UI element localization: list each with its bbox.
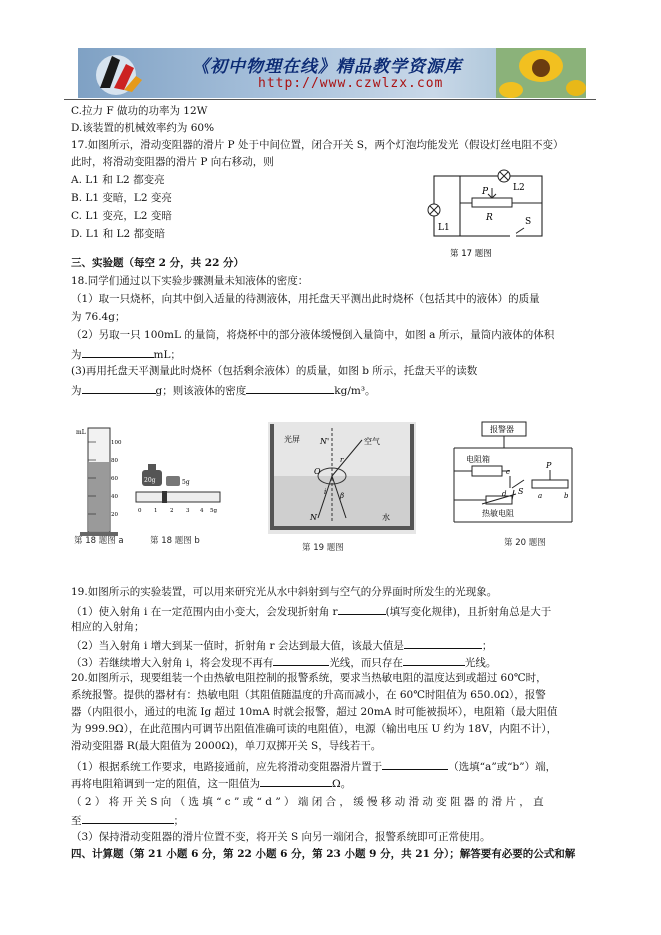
fig18b-scale-1: 1: [154, 508, 158, 514]
fig18a-tick-40: 40: [111, 494, 118, 500]
fig18b-scale-0: 0: [138, 508, 142, 514]
fig20-label-s: S: [518, 487, 524, 496]
question-19: 19.如图所示的实验装置，可以用来研究光从水中斜射到与空气的分界面时所发生的光现象。: [71, 586, 498, 598]
answer-blank-refraction-trend[interactable]: [338, 603, 386, 615]
fig17-caption: 第 17 题图: [450, 249, 492, 259]
answer-blank-condition[interactable]: [82, 812, 174, 824]
fig20-label-resistor-box: 电阻箱: [466, 455, 490, 464]
q20-part2: （ 2 ） 将 开 关 S 向 （ 选 填 “ c ” 或 “ d ” ） 端 闭 合 ， 缓 慢 移 动 滑 动 变 阻 器 的 滑 片 ， 直: [71, 796, 544, 808]
fig19-label-n-prime: N': [320, 437, 330, 446]
answer-blank-max-angle[interactable]: [404, 637, 482, 649]
fig20-label-thermistor: 热敏电阻: [482, 509, 514, 518]
q20-part1: （1）根据系统工作要求，电路接通前，应先将滑动变阻器滑片置于 （选填“a”或“b”）端，: [71, 758, 556, 774]
question-17-cont: 此时，将滑动变阻器的滑片 P 向右移动，则: [71, 156, 274, 168]
fig18b-scale-4: 4: [200, 508, 204, 514]
figure-20-alarm-circuit: [446, 418, 580, 532]
fig19-label-i: i: [324, 488, 327, 496]
q17-option-b: B. L1 变暗，L2 变亮: [71, 192, 172, 204]
q19-part1: （1）使入射角 i 在一定范围内由小变大，会发现折射角 r (填写变化规律)，且折射角总是大于: [71, 603, 551, 619]
fig20-label-alarm: 报警器: [490, 425, 514, 434]
q20-part3: （3）保持滑动变阻器的滑片位置不变，将开关 S 向另一端闭合，报警系统即可正常使用。: [71, 831, 491, 843]
answer-blank-density[interactable]: [246, 382, 334, 394]
q18-part3-cont: 为 g；则该液体的密度 kg/m³。: [71, 382, 376, 398]
fig20-label-c: c: [506, 468, 510, 476]
answer-blank-volume[interactable]: [82, 346, 154, 358]
fig20-label-p: P: [546, 461, 552, 470]
question-17: 17.如图所示，滑动变阻器的滑片 P 处于中间位置，闭合开关 S，两个灯泡均能发光（假设灯丝电阻不变）: [71, 139, 564, 151]
fig17-label-p: P: [482, 187, 489, 197]
fig20-label-a: a: [538, 492, 543, 500]
fig18b-scale-5g: 5g: [210, 508, 218, 514]
header-banner: [78, 48, 586, 98]
figure-19-refraction: [262, 422, 420, 540]
q18-part2-cont: 为 mL；: [71, 346, 181, 362]
answer-blank-missing-ray[interactable]: [273, 654, 329, 666]
answer-blank-mass[interactable]: [82, 382, 156, 394]
question-20: 20.如图所示，现要组装一个由热敏电阻控制的报警系统，要求当热敏电阻的温度达到或超过 60℃时，: [71, 672, 547, 684]
section-4-heading: 四、计算题（第 21 小题 6 分，第 22 小题 6 分，第 23 小题 9 分，共 21 分）；解答要有必要的公式和解: [71, 848, 576, 860]
q18-part3: (3)再用托盘天平测量此时烧杯（包括剩余液体）的质量，如图 b 所示，托盘天平的读数: [71, 365, 478, 377]
q17-option-a: A. L1 和 L2 都变亮: [71, 174, 165, 186]
question-20-line3: 器（内阻很小，通过的电流 Ig 超过 10mA 时就会报警，超过 20mA 时可能被损坏），电阻箱（最大阻值: [71, 706, 558, 718]
fig17-label-s: S: [525, 217, 532, 227]
fig18b-scale-3: 3: [186, 508, 190, 514]
fig19-label-n: N: [310, 513, 317, 522]
q18-part2: （2）另取一只 100mL 的量筒，将烧杯中的部分液体缓慢倒入量筒中，如图 a 所示，量筒内液体的体积: [71, 329, 555, 341]
option-d-q16: D.该装置的机械效率约为 60%: [71, 122, 215, 134]
fig19-label-beta: β: [340, 492, 345, 500]
fig18b-weight-20g: 20g: [144, 477, 156, 484]
q18-part1-cont: 为 76.4g；: [71, 311, 126, 323]
q19-part2: （2）当入射角 i 增大到某一值时，折射角 r 会达到最大值，该最大值是 ；: [71, 637, 492, 653]
logo-icon: [86, 48, 146, 98]
fig18b-weight-5g: 5g: [182, 479, 190, 486]
fig18a-caption: 第 18 题图 a: [74, 536, 124, 546]
fig20-label-d: d: [502, 490, 507, 498]
question-20-line2: 系统报警。提供的器材有：热敏电阻（其阻值随温度的升高而减小，在 60℃时阻值为 650.0Ω），报警: [71, 689, 546, 701]
fig18a-unit: mL: [76, 429, 86, 436]
section-3-heading: 三、实验题（每空 2 分，共 22 分）: [71, 257, 245, 269]
question-18: 18.同学们通过以下实验步骤测量未知液体的密度：: [71, 275, 309, 287]
figure-17-circuit: [420, 166, 550, 264]
q18-part1: （1）取一只烧杯，向其中倒入适量的待测液体，用托盘天平测出此时烧杯（包括其中的液体）的质量: [71, 293, 540, 305]
fig20-label-b: b: [564, 492, 569, 500]
sunflower-icon: [496, 48, 586, 98]
q20-part1-cont: 再将电阻箱调到一定的阻值，这一阻值为 Ω。: [71, 775, 351, 791]
fig17-label-l2: L2: [513, 183, 525, 193]
fig18a-tick-60: 60: [111, 476, 118, 482]
fig18a-tick-20: 20: [111, 512, 118, 518]
answer-blank-slider-end[interactable]: [382, 758, 448, 770]
q19-part3: （3）若继续增大入射角 i，将会发现不再有 光线，而只存在 光线。: [71, 654, 496, 670]
fig18b-caption: 第 18 题图 b: [150, 536, 200, 546]
fig17-label-l1: L1: [438, 223, 450, 233]
banner-title: 《初中物理在线》精品教学资源库: [192, 57, 462, 77]
fig18a-tick-80: 80: [111, 458, 118, 464]
fig19-label-screen: 光屏: [284, 435, 300, 444]
question-20-line4: 为 999.9Ω），在此范围内可调节出阻值准确可读的电阻值），电源（输出电压 U 约为 18V，内阻不计），: [71, 723, 558, 735]
fig19-label-r: r: [340, 456, 344, 464]
answer-blank-resistance[interactable]: [260, 775, 332, 787]
q17-option-d: D. L1 和 L2 都变暗: [71, 228, 166, 240]
header-rule: [64, 99, 596, 100]
fig18b-scale-2: 2: [170, 508, 174, 514]
figure-18b-weights: [132, 460, 224, 520]
q17-option-c: C. L1 变亮，L2 变暗: [71, 210, 172, 222]
banner-url[interactable]: http://www.czwlzx.com: [258, 76, 444, 91]
question-20-line5: 滑动变阻器 R(最大阻值为 2000Ω)，单刀双掷开关 S，导线若干。: [71, 740, 382, 752]
option-c-q16: C.拉力 F 做功的功率为 12W: [71, 105, 208, 117]
fig18a-tick-100: 100: [111, 440, 122, 446]
fig19-label-o: O: [314, 467, 321, 476]
q20-part2-cont: 至 ；: [71, 812, 184, 828]
q19-part1-cont: 相应的入射角；: [71, 621, 145, 633]
fig17-label-r: R: [486, 213, 493, 223]
figure-18a-cylinder: [74, 422, 134, 550]
fig19-label-air: 空气: [364, 437, 380, 446]
fig19-label-water: 水: [382, 513, 390, 522]
fig19-caption: 第 19 题图: [302, 543, 344, 553]
fig20-caption: 第 20 题图: [504, 538, 546, 548]
answer-blank-remaining-ray[interactable]: [403, 654, 465, 666]
